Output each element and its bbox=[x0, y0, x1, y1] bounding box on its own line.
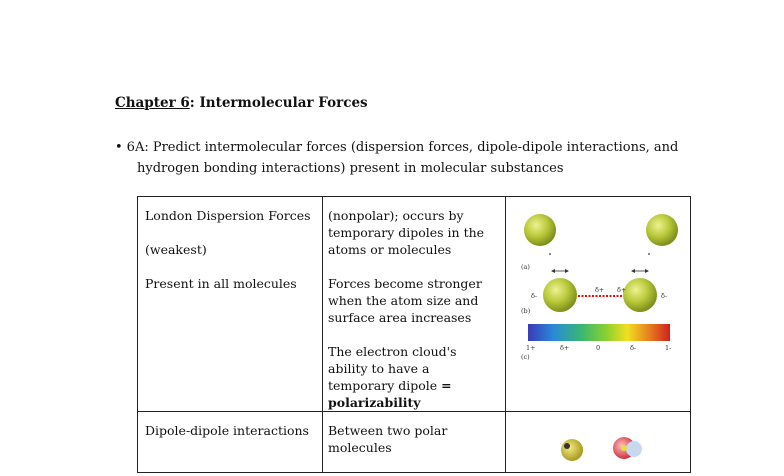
table-row bbox=[138, 197, 691, 412]
force-description: Between two polar molecules bbox=[328, 423, 448, 455]
figure-cell bbox=[506, 197, 691, 412]
table-row bbox=[138, 412, 691, 473]
dipole-molecules-diagram bbox=[506, 412, 690, 472]
delta-plus-label: δ+ bbox=[595, 286, 605, 294]
atom-yellow bbox=[621, 445, 627, 451]
bullet-icon: • bbox=[115, 140, 123, 155]
objective-text-1: 6A: Predict intermolecular forces (dispersion forces, dipole-dipole interactions, and bbox=[126, 140, 679, 155]
dot-marker bbox=[549, 253, 551, 255]
force-strength: (weakest) bbox=[145, 242, 207, 257]
force-name: London Dispersion Forces bbox=[145, 208, 311, 223]
learning-objective bbox=[115, 137, 679, 179]
panel-label-a: (a) bbox=[521, 263, 530, 271]
polarizability-term: = polarizability bbox=[328, 378, 452, 410]
objective-line-1 bbox=[115, 137, 679, 158]
scale-label: δ+ bbox=[560, 344, 570, 352]
polar-molecule-left bbox=[561, 439, 583, 461]
chapter-title: Intermolecular Forces bbox=[194, 95, 368, 111]
dispersion-diagram bbox=[506, 197, 690, 401]
dipole-sphere-right bbox=[623, 278, 657, 312]
dipole-sphere-left bbox=[543, 278, 577, 312]
charge-color-scale bbox=[528, 324, 670, 341]
figure-cell bbox=[506, 412, 691, 473]
scale-label: 0 bbox=[596, 344, 601, 352]
objective-line-2: hydrogen bonding interactions) present in molecular substances bbox=[137, 161, 564, 176]
arrow-head-icon bbox=[631, 269, 635, 273]
arrow-head-icon bbox=[551, 269, 555, 273]
dot-marker bbox=[648, 253, 650, 255]
forces-table bbox=[137, 196, 691, 473]
dipole-figure bbox=[506, 412, 690, 472]
panel-label-b: (b) bbox=[521, 307, 531, 315]
chapter-heading bbox=[115, 95, 368, 111]
force-description-cell bbox=[323, 412, 506, 473]
force-name-cell bbox=[138, 197, 323, 412]
panel-label-c: (c) bbox=[521, 353, 530, 361]
force-name-cell bbox=[138, 412, 323, 473]
scale-label: 1- bbox=[665, 344, 672, 352]
atom-sphere-left bbox=[524, 214, 556, 246]
atom-sphere-right bbox=[646, 214, 678, 246]
arrow-head-icon bbox=[565, 269, 569, 273]
polarizability-text: The electron cloud's ability to have a temporary dipole bbox=[328, 344, 457, 393]
force-description-3 bbox=[328, 343, 499, 411]
delta-minus-label: δ- bbox=[661, 292, 668, 300]
scale-label: δ- bbox=[630, 344, 637, 352]
delta-plus-label: δ+ bbox=[617, 286, 627, 294]
atom-dark bbox=[564, 443, 570, 449]
force-description-1: (nonpolar); occurs by temporary dipoles in the atoms or molecules bbox=[328, 208, 485, 257]
chapter-label: Chapter 6 bbox=[115, 95, 190, 111]
force-description-2: Forces become stronger when the atom size and surface area increases bbox=[328, 276, 482, 325]
force-description-cell bbox=[323, 197, 506, 412]
scale-label: 1+ bbox=[526, 344, 536, 352]
chapter-separator: : bbox=[189, 95, 195, 111]
delta-minus-label: δ- bbox=[531, 292, 538, 300]
force-name: Dipole-dipole interactions bbox=[145, 423, 309, 438]
force-presence: Present in all molecules bbox=[145, 276, 297, 291]
atom-light bbox=[626, 441, 642, 457]
dispersion-figure bbox=[506, 197, 690, 401]
arrow-head-icon bbox=[645, 269, 649, 273]
